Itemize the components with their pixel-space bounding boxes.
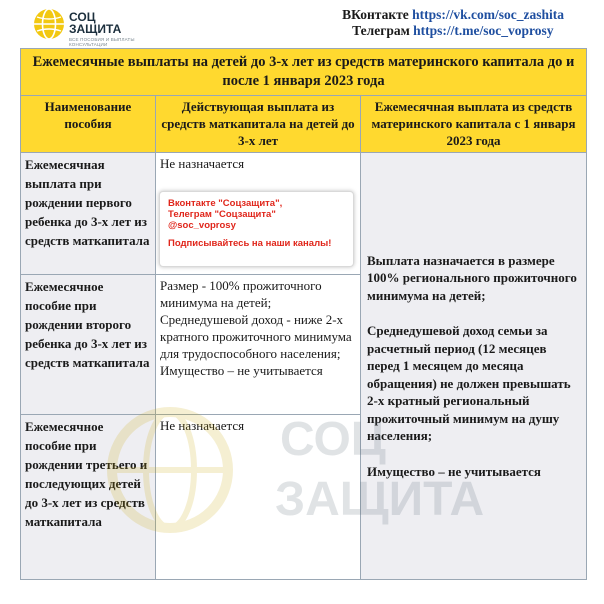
row-name-second: Ежемесячное пособие при рождении второго ребенка до 3-х лет из средств маткапитала	[21, 275, 156, 415]
table-title: Ежемесячные выплаты на детей до 3-х лет из средств материнского капитала до и после 1 января 2023 года	[21, 49, 587, 96]
new-payment-income: Среднедушевой доход семьи за расчетный период (12 месяцев перед 1 месяцем до месяца обращения) не должен превышать 2-х кратный региональный прожиточный минимум на душу населения;	[367, 323, 571, 444]
globe-icon	[33, 8, 65, 40]
new-payment-size: Выплата назначается в размере 100% регионального прожиточного минимума на детей;	[367, 252, 577, 303]
logo-tagline: ВСЕ ПОСОБИЯ И ВЫПЛАТЫ КОНСУЛЬТАЦИИ	[69, 37, 135, 47]
vk-link[interactable]: https://vk.com/soc_zashita	[412, 7, 564, 22]
promo-subscribe: Подписывайтесь на наши каналы!	[168, 238, 332, 249]
row-name-first: Ежемесячная выплата при рождении первого ребенка до 3-х лет из средств маткапитала	[21, 153, 156, 275]
column-header-name: Наименование пособия	[21, 96, 156, 153]
column-header-current: Действующая выплата из средств маткапитала на детей до 3-х лет	[156, 96, 361, 153]
promo-channels: Вконтакте "Соцзащита", Телеграм "Соцзащита" @soc_voprosy	[168, 198, 283, 231]
page-header	[0, 0, 604, 50]
tg-label: Телеграм	[352, 23, 410, 38]
payments-table	[20, 48, 587, 580]
row-current-third: Не назначается	[156, 415, 361, 580]
new-payment-property: Имущество – не учитывается	[367, 463, 541, 479]
row-current-second: Размер - 100% прожиточного минимума на детей; Среднедушевой доход - ниже 2-х кратного прожиточного минимума для трудоспособного населения; Имущество – не учитывается	[156, 275, 361, 415]
tg-link[interactable]: https://t.me/soc_voprosy	[413, 23, 554, 38]
new-payment-conditions	[361, 153, 587, 580]
promo-banner[interactable]	[159, 191, 354, 267]
brand-logo[interactable]	[33, 8, 173, 48]
vk-label: ВКонтакте	[342, 7, 409, 22]
row-name-third: Ежемесячное пособие при рождении третьего и последующих детей до 3-х лет из средств маткапитала	[21, 415, 156, 580]
row-current-first: Не назначается	[156, 153, 361, 275]
logo-name: СОЦ ЗАЩИТА	[69, 10, 122, 36]
social-links	[342, 7, 564, 39]
column-header-new: Ежемесячная выплата из средств материнского капитала с 1 января 2023 года	[361, 96, 587, 153]
